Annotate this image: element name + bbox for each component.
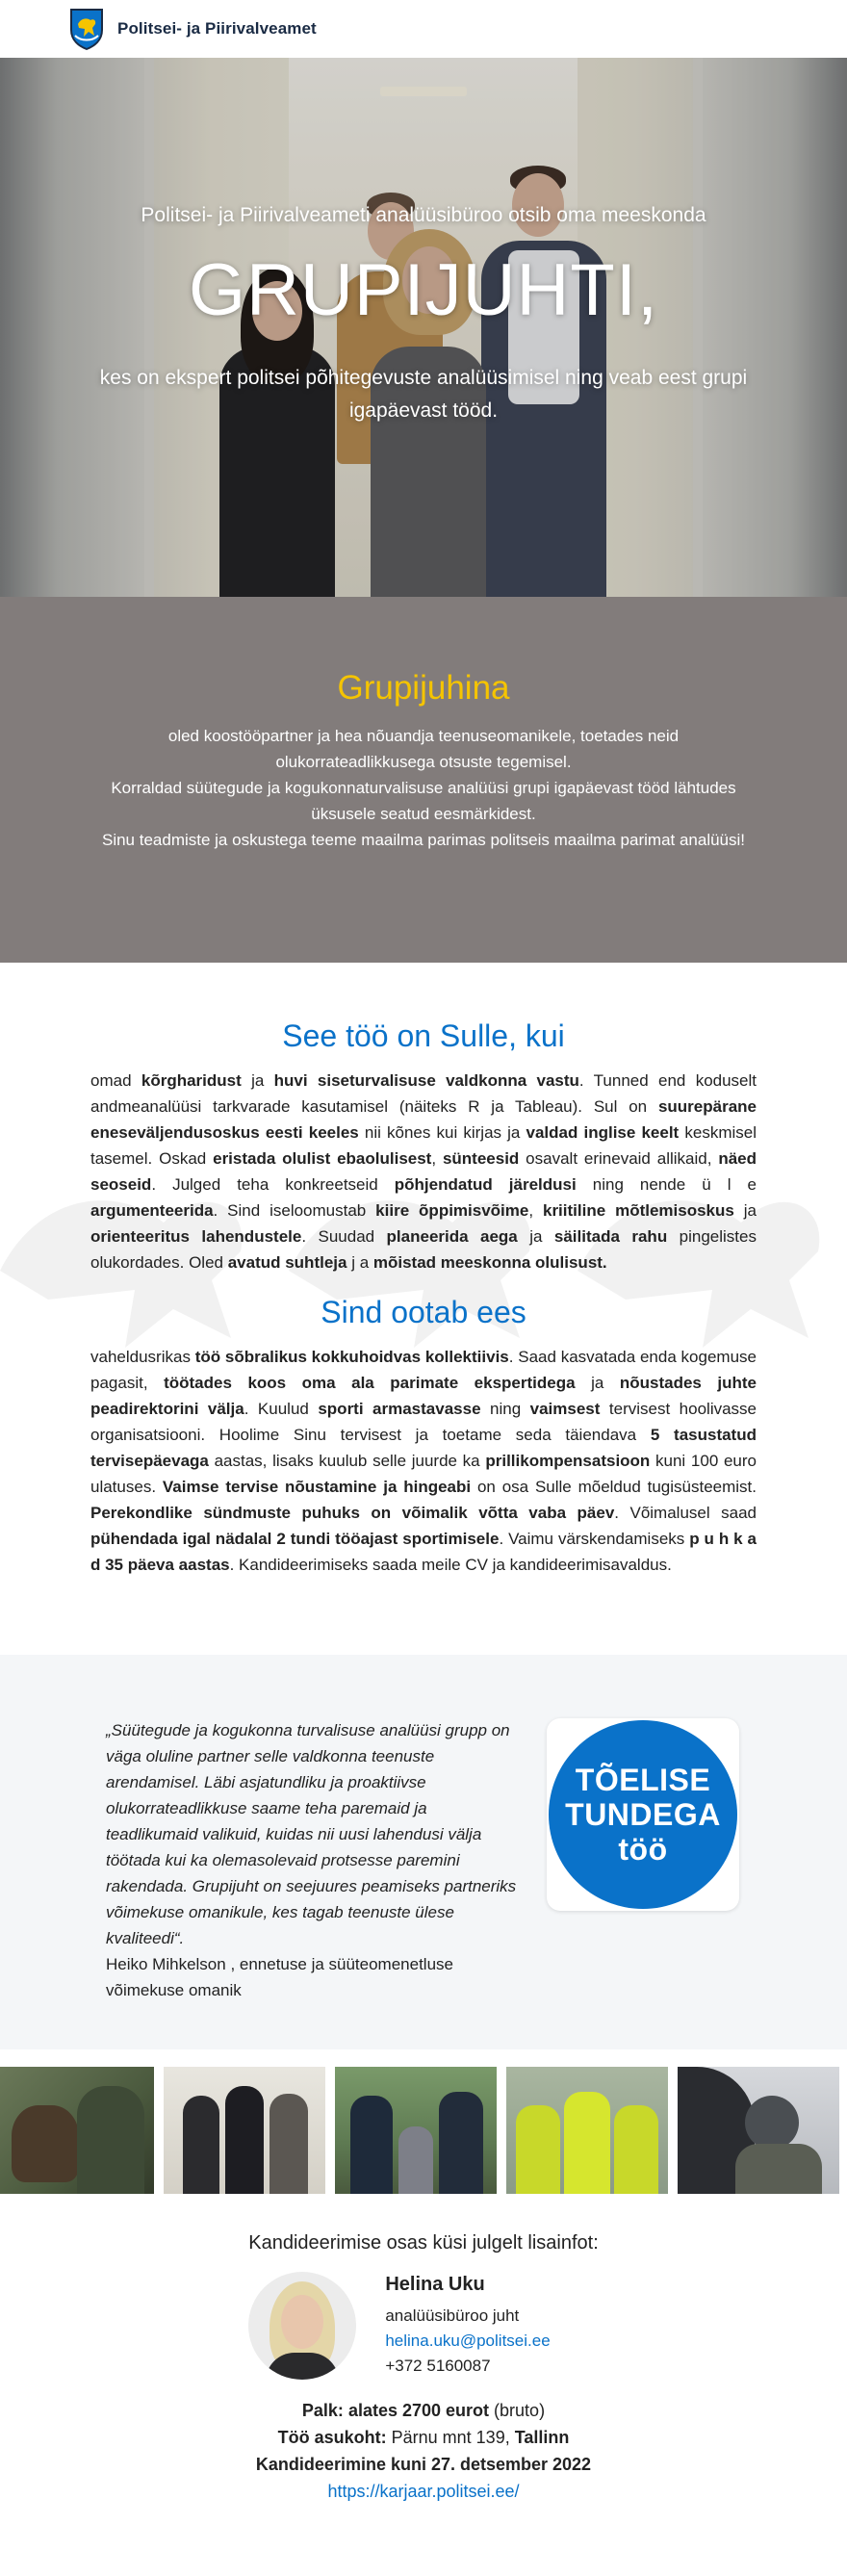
highlight-text: orienteeritus lahendustele [90, 1227, 302, 1246]
highlight-text: avatud suhtleja [227, 1253, 347, 1272]
body-text: on osa Sulle mõeldud tugisüsteemist. [471, 1478, 757, 1496]
highlight-text: näed seoseid [90, 1149, 757, 1194]
body-text: , [528, 1201, 543, 1220]
photo-strip [0, 2067, 839, 2194]
body-text: . Julged teha konkreetseid [151, 1175, 395, 1194]
contact-card [0, 2272, 847, 2380]
career-site-link[interactable]: https://karjaar.politsei.ee/ [327, 2482, 520, 2501]
body-text: . Võimalusel saad [614, 1504, 757, 1522]
hero-banner [0, 58, 847, 597]
highlight-text: argumenteerida [90, 1201, 214, 1220]
highlight-text: töö sõbralikus kokkuhoidvas kollektiivis [194, 1348, 509, 1366]
body-text: keskmisel tasemel. Oskad [90, 1123, 757, 1168]
body-text: ja [241, 1071, 274, 1090]
avatar [248, 2272, 356, 2380]
highlight-text: põhjendatud järeldusi [394, 1175, 577, 1194]
deadline-line [0, 2451, 847, 2478]
body-text: ning nende ü l e [576, 1175, 757, 1194]
highlight-text: planeerida aega [386, 1227, 518, 1246]
fit-heading: See töö on Sulle, kui [282, 1018, 565, 1053]
body-text: vaheldusrikas [90, 1348, 195, 1366]
photo-team-with-phone [164, 2067, 325, 2194]
body-text: ja [517, 1227, 554, 1246]
badge-line: TÕELISE [575, 1763, 711, 1797]
brand-badge-circle [549, 1720, 737, 1909]
body-text: omad [90, 1071, 141, 1090]
highlight-text: nõustades juhte peadirektorini välja [90, 1374, 757, 1418]
body-text: osavalt erinevaid allikaid, [519, 1149, 719, 1168]
fit-paragraph [90, 1068, 757, 1275]
highlight-text: töötades koos oma ala parimate ekspertidega [164, 1374, 576, 1392]
body-text: . Vaimu värskendamiseks [499, 1530, 690, 1548]
salary-value: alates 2700 eurot [347, 2401, 490, 2420]
contact-phone[interactable]: +372 5160087 [385, 2356, 491, 2375]
site-header [0, 0, 847, 58]
highlight-text: säilitada rahu [553, 1227, 668, 1246]
body-text: pingelistes olukordades. Oled [90, 1227, 757, 1272]
police-shield-logo-icon[interactable] [67, 7, 106, 51]
location-line [0, 2424, 847, 2451]
photo-officer-with-dog [0, 2067, 154, 2194]
body-text: . Kuulud [244, 1400, 319, 1418]
body-text: . Kandideerimiseks saada meile CV ja kandideerimisavaldus. [229, 1556, 672, 1574]
highlight-text: mõistad meeskonna olulisust. [372, 1253, 607, 1272]
highlight-text: prillikompensatsioon [485, 1452, 651, 1470]
hero-subtitle: Politsei- ja Piirivalveameti analüüsibüroo otsib oma meeskonda [141, 204, 706, 226]
body-text: . Saad kasvatada enda kogemuse pagasit, [90, 1348, 757, 1392]
location-label: Töö asukoht: [277, 2428, 387, 2447]
body-text: . Sind iseloomustab [213, 1201, 376, 1220]
role-summary-line: oled koostööpartner ja hea nõuandja teenuseomanikele, toetades neid olukorrateadlikkusega otsuste tegemisel. [167, 727, 680, 771]
body-text: , [431, 1149, 443, 1168]
salary-line [0, 2397, 847, 2424]
body-text: ning [480, 1400, 530, 1418]
role-summary-heading: Grupijuhina [337, 669, 510, 707]
photo-officers-with-child [335, 2067, 497, 2194]
hero-title: GRUPIJUHTI, [188, 249, 659, 331]
body-text: ja [575, 1374, 620, 1392]
contact-prompt: Kandideerimise osas küsi julgelt lisainfot: [248, 2232, 599, 2254]
contact-section [0, 2194, 847, 2543]
logo-text[interactable]: Politsei- ja Piirivalveamet [117, 19, 317, 38]
body-text: nii kõnes kui kirjas ja [358, 1123, 526, 1142]
hero-description: kes on ekspert politsei põhitegevuste analüüsimisel ning veab eest grupi igapäevast tööd. [99, 367, 748, 422]
contact-role: analüüsibüroo juht [385, 2306, 520, 2325]
highlight-text: Vaimse tervise nõustamine ja hingeabi [162, 1478, 472, 1496]
location-city: Tallinn [514, 2428, 570, 2447]
highlight-text: suurepärane eneseväljendusoskus eesti keeles [90, 1097, 757, 1142]
body-text: aastas, lisaks kuulub selle juurde ka [208, 1452, 486, 1470]
highlight-text: kriitiline mõtlemisoskus [542, 1201, 734, 1220]
contact-email-link[interactable]: helina.uku@politsei.ee [385, 2331, 551, 2350]
deadline: Kandideerimine kuni 27. detsember 2022 [255, 2455, 592, 2474]
testimonial-author: Heiko Mihkelson , ennetuse ja süüteomenetluse võimekuse omanik [106, 1955, 453, 1999]
highlight-text: valdad inglise keelt [526, 1123, 680, 1142]
highlight-text: huvi siseturvalisuse valdkonna vastu [273, 1071, 579, 1090]
location-value: Pärnu mnt 139, [386, 2428, 515, 2447]
brand-badge [547, 1718, 739, 1911]
salary-note: (bruto) [489, 2401, 546, 2420]
testimonial [106, 1717, 520, 2003]
highlight-text: pühendada igal nädalal 2 tundi tööajast sportimisele [90, 1530, 500, 1548]
highlight-text: kiire õppimisvõime [375, 1201, 529, 1220]
badge-line: TUNDEGA [565, 1797, 721, 1832]
highlight-text: 5 tasustatud tervisepäevaga [90, 1426, 757, 1470]
photo-helicopter-pilot [678, 2067, 839, 2194]
highlight-text: p u h k a d 35 päeva aastas [90, 1530, 757, 1574]
offer-paragraph [90, 1344, 757, 1578]
highlight-text: sporti armastavasse [318, 1400, 481, 1418]
badge-line: töö [618, 1832, 668, 1867]
photo-patrol-officers [506, 2067, 668, 2194]
body-text: . Tunned end koduselt andmeanalüüsi tarkvarade kasutamisel (näiteks R ja Tableau). Sul on [90, 1071, 757, 1116]
job-details [0, 963, 847, 1655]
highlight-text: Perekondlike sündmuste puhuks on võimalik võtta vaba päev [90, 1504, 615, 1522]
body-text: tervisest hoolivasse organisatsiooni. Hoolime Sinu tervisest ja toetame seda täiendava [90, 1400, 757, 1444]
body-text: j a [346, 1253, 373, 1272]
role-summary-band [0, 597, 847, 963]
highlight-text: sünteesid [442, 1149, 520, 1168]
body-text: kuni 100 euro ulatuses. [90, 1452, 757, 1496]
highlight-text: vaimsest [529, 1400, 601, 1418]
body-text: ja [733, 1201, 757, 1220]
salary-label: Palk: [301, 2401, 344, 2420]
contact-info [385, 2274, 550, 2379]
testimonial-section [0, 1655, 847, 2049]
highlight-text: kõrgharidust [141, 1071, 242, 1090]
role-summary-line: Sinu teadmiste ja oskustega teeme maailma parimas politseis maailma parimat analüüsi! [101, 831, 746, 849]
highlight-text: eristada olulist ebaolulisest [213, 1149, 432, 1168]
body-text: . Suudad [301, 1227, 387, 1246]
role-summary-line: Korraldad süütegude ja kogukonnaturvalisuse analüüsi grupi igapäevast tööd lähtudes üksusele seatud eesmärkidest. [111, 779, 736, 823]
testimonial-quote: „Süütegude ja kogukonna turvalisuse analüüsi grupp on väga oluline partner selle valdkonna teenuste arendamisel. Läbi asjatundliku ja proaktiivse olukorrateadlikkuse saame teha paremaid ja teadlikumaid valikuid, kuidas nii uusi lahendusi välja töötada kui ka olemasolevaid protsesse paremini rakendada. Grupijuht on seejuures peamiseks partneriks võimekuse omanikule, kes tagab teenuste ülese kvaliteedi“. [106, 1721, 517, 1947]
offer-heading: Sind ootab ees [321, 1295, 526, 1329]
contact-name: Helina Uku [385, 2273, 485, 2295]
